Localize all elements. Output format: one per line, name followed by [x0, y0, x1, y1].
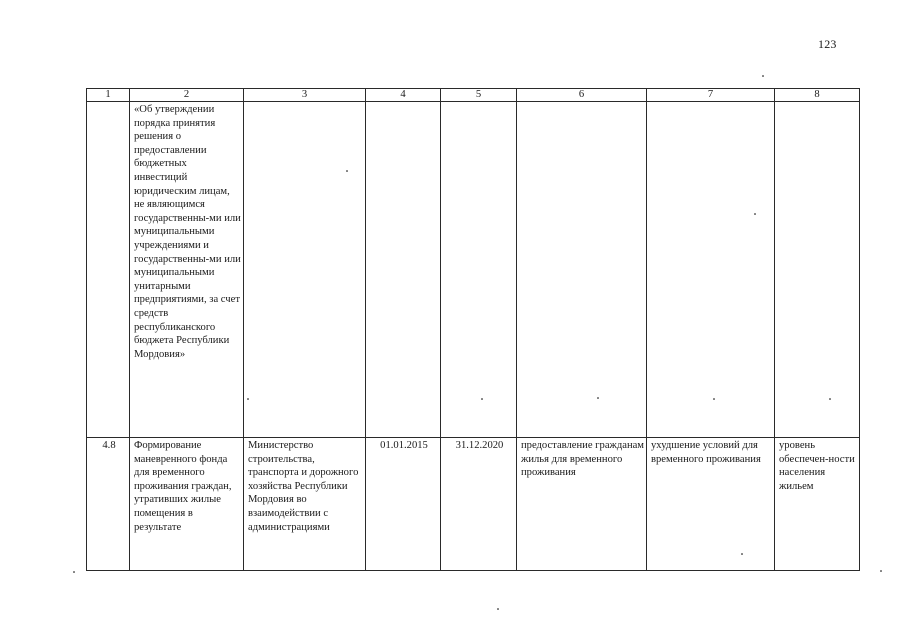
table-cell	[775, 102, 860, 438]
table-row	[87, 438, 860, 571]
scan-speck	[597, 397, 599, 399]
scan-speck	[829, 398, 831, 400]
scan-speck	[741, 553, 743, 555]
table-cell	[366, 102, 441, 438]
table-header-row	[87, 89, 860, 102]
scan-speck	[762, 75, 764, 77]
scan-speck	[481, 398, 483, 400]
page-number: 123	[818, 37, 837, 51]
header-cell: 6	[517, 89, 647, 102]
table-row	[87, 102, 860, 438]
header-cell: 3	[244, 89, 366, 102]
scan-speck	[247, 398, 249, 400]
table-cell	[87, 102, 130, 438]
header-cell: 1	[87, 89, 130, 102]
expected-result-cell: предоставление гражданам жилья для временного проживания	[517, 438, 647, 571]
header-cell: 4	[366, 89, 441, 102]
measure-name-cell: Формирование маневренного фонда для временного проживания граждан, утративших жилые помещения в результате	[130, 438, 244, 571]
table-cell	[244, 102, 366, 438]
executor-cell: Министерство строительства, транспорта и дорожного хозяйства Республики Мордовия во взаимодействии с администрациями	[244, 438, 366, 571]
scan-speck	[73, 571, 75, 573]
header-cell: 7	[647, 89, 775, 102]
table-cell	[517, 102, 647, 438]
scan-speck	[754, 213, 756, 215]
header-cell: 5	[441, 89, 517, 102]
scan-speck	[346, 170, 348, 172]
scan-speck	[713, 398, 715, 400]
measures-table	[86, 88, 860, 571]
item-number-cell: 4.8	[87, 438, 130, 571]
end-date-cell: 31.12.2020	[441, 438, 517, 571]
table-cell	[647, 102, 775, 438]
header-cell: 2	[130, 89, 244, 102]
table-cell: «Об утверждении порядка принятия решения о предоставлении бюджетных инвестиций юридическим лицам, не являющимся государственны-ми или муниципальными учреждениями и государственны-ми или муниципальными унитарными предприятиями, за счет средств республиканского бюджета Республики Мордовия»	[130, 102, 244, 438]
consequence-cell: ухудшение условий для временного проживания	[647, 438, 775, 571]
scan-speck	[880, 570, 882, 572]
indicator-cell: уровень обеспечен-ности населения жильем	[775, 438, 860, 571]
table-cell	[441, 102, 517, 438]
header-cell: 8	[775, 89, 860, 102]
start-date-cell: 01.01.2015	[366, 438, 441, 571]
scan-speck	[497, 608, 499, 610]
